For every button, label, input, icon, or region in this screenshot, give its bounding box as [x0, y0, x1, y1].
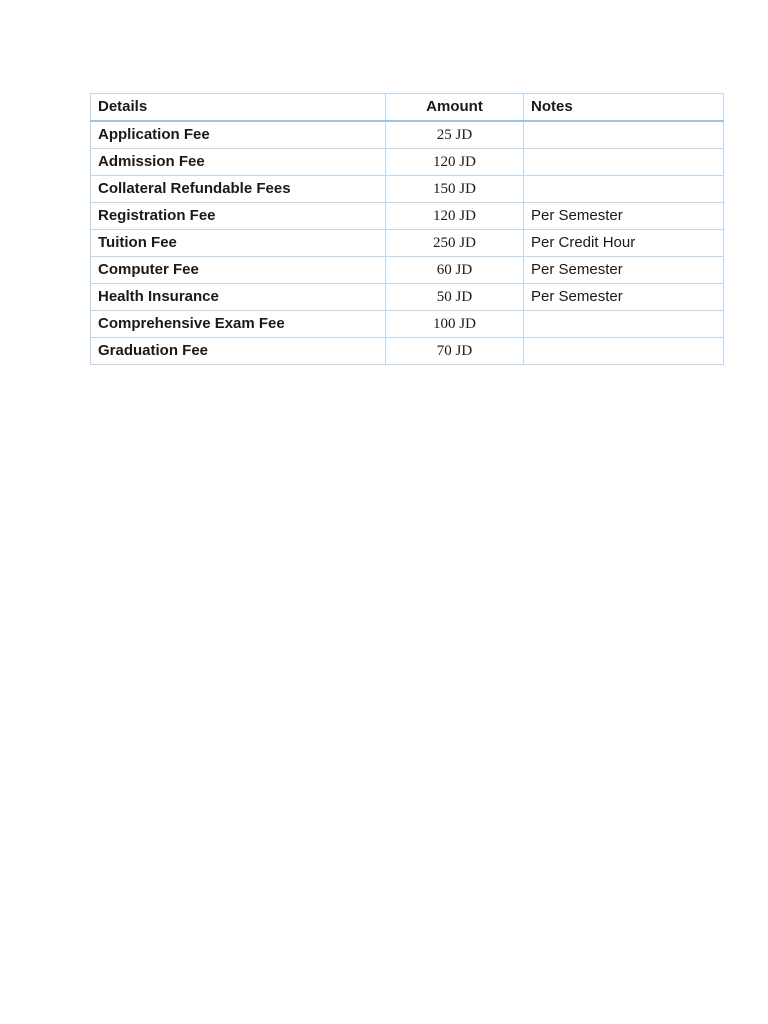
fee-detail: Computer Fee — [91, 257, 386, 284]
fee-note: Per Semester — [524, 257, 724, 284]
fee-detail: Admission Fee — [91, 149, 386, 176]
table-row — [91, 284, 724, 311]
fee-note: Per Semester — [524, 203, 724, 230]
fee-note: Per Credit Hour — [524, 230, 724, 257]
fee-amount: 150 JD — [386, 176, 524, 203]
fee-amount: 120 JD — [386, 203, 524, 230]
header-details: Details — [91, 94, 386, 122]
header-amount: Amount — [386, 94, 524, 122]
table-row — [91, 121, 724, 149]
fee-detail: Tuition Fee — [91, 230, 386, 257]
fee-detail: Registration Fee — [91, 203, 386, 230]
fee-detail: Application Fee — [91, 121, 386, 149]
fee-amount: 60 JD — [386, 257, 524, 284]
fee-note — [524, 149, 724, 176]
table-header-row — [91, 94, 724, 122]
table-row — [91, 149, 724, 176]
fee-amount: 70 JD — [386, 338, 524, 365]
header-notes: Notes — [524, 94, 724, 122]
fee-amount: 250 JD — [386, 230, 524, 257]
table-row — [91, 203, 724, 230]
fee-amount: 100 JD — [386, 311, 524, 338]
fee-detail: Graduation Fee — [91, 338, 386, 365]
fee-detail: Comprehensive Exam Fee — [91, 311, 386, 338]
fee-note — [524, 338, 724, 365]
table-row — [91, 311, 724, 338]
fee-table — [90, 93, 724, 365]
fee-note: Per Semester — [524, 284, 724, 311]
fee-note — [524, 311, 724, 338]
fee-amount: 120 JD — [386, 149, 524, 176]
table-row — [91, 230, 724, 257]
table-row — [91, 257, 724, 284]
table-row — [91, 176, 724, 203]
table-row — [91, 338, 724, 365]
fee-detail: Collateral Refundable Fees — [91, 176, 386, 203]
fee-note — [524, 121, 724, 149]
fee-amount: 25 JD — [386, 121, 524, 149]
fee-detail: Health Insurance — [91, 284, 386, 311]
fee-amount: 50 JD — [386, 284, 524, 311]
fee-note — [524, 176, 724, 203]
